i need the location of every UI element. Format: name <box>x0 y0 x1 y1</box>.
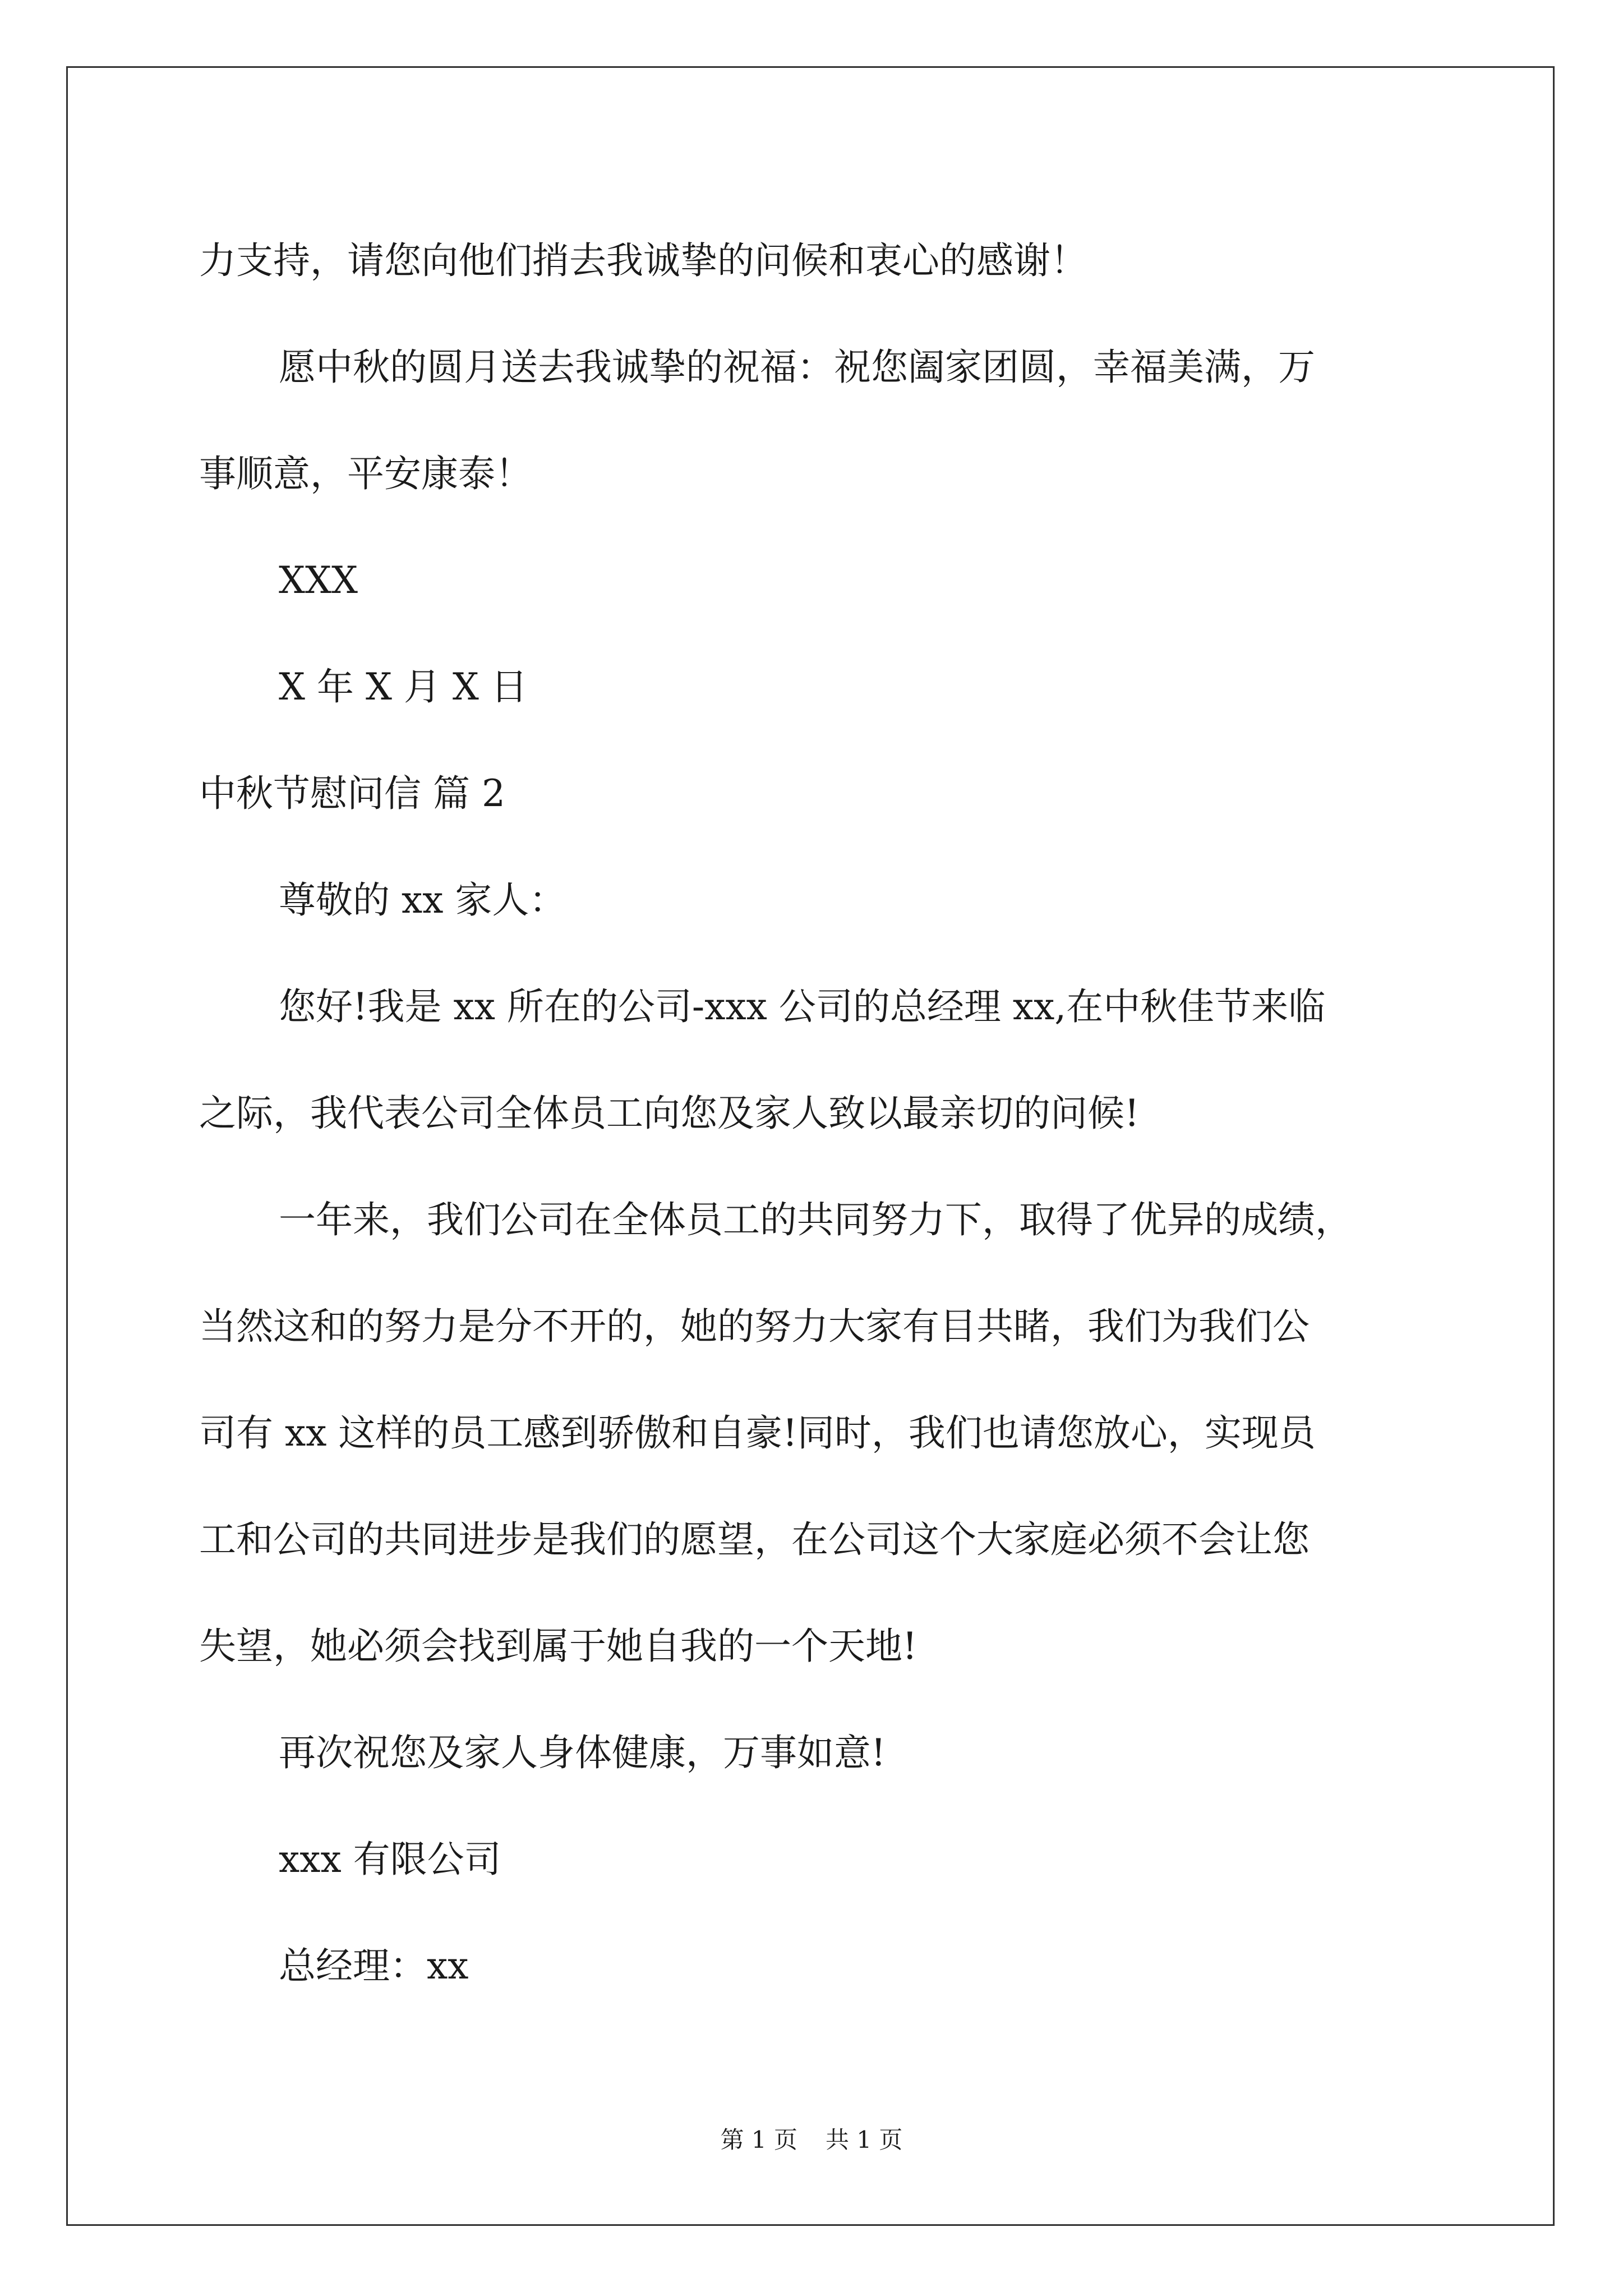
paragraph-line: 再次祝您及家人身体健康，万事如意! <box>279 1731 886 1774</box>
salutation: 尊敬的 xx 家人： <box>279 878 566 922</box>
paragraph-line: 司有 xx 这样的员工感到骄傲和自豪!同时，我们也请您放心，实现员 <box>199 1411 1316 1455</box>
signature-name: XXX <box>279 559 358 602</box>
section-heading: 中秋节慰问信 篇 2 <box>199 772 505 815</box>
page-footer <box>0 2123 1623 2157</box>
paragraph-line: 之际，我代表公司全体员工向您及家人致以最亲切的问候! <box>199 1092 1140 1135</box>
paragraph-line: 当然这和的努力是分不开的，她的努力大家有目共睹，我们为我们公 <box>199 1305 1310 1348</box>
paragraph-line: 力支持，请您向他们捎去我诚挚的问候和衷心的感谢！ <box>199 239 1087 282</box>
paragraph-line: 失望，她必须会找到属于她自我的一个天地! <box>199 1625 917 1668</box>
paragraph-line: 工和公司的共同进步是我们的愿望，在公司这个大家庭必须不会让您 <box>199 1518 1310 1561</box>
paragraph-line: 一年来，我们公司在全体员工的共同努力下，取得了优异的成绩， <box>279 1198 1352 1241</box>
paragraph-line: 您好!我是 xx 所在的公司-xxx 公司的总经理 xx,在中秋佳节来临 <box>279 985 1326 1028</box>
company-signature: xxx 有限公司 <box>279 1838 501 1881</box>
letter-body <box>199 208 1467 2019</box>
paragraph-line: 愿中秋的圆月送去我诚挚的祝福：祝您阖家团圆，幸福美满，万 <box>279 346 1315 389</box>
page-number: 第 1 页 <box>720 2126 797 2154</box>
page-total: 共 1 页 <box>826 2126 903 2154</box>
signature-date: X 年 X 月 X 日 <box>279 665 528 708</box>
manager-signature: 总经理：xx <box>279 1944 469 1987</box>
paragraph-line: 事顺意，平安康泰！ <box>199 452 532 495</box>
